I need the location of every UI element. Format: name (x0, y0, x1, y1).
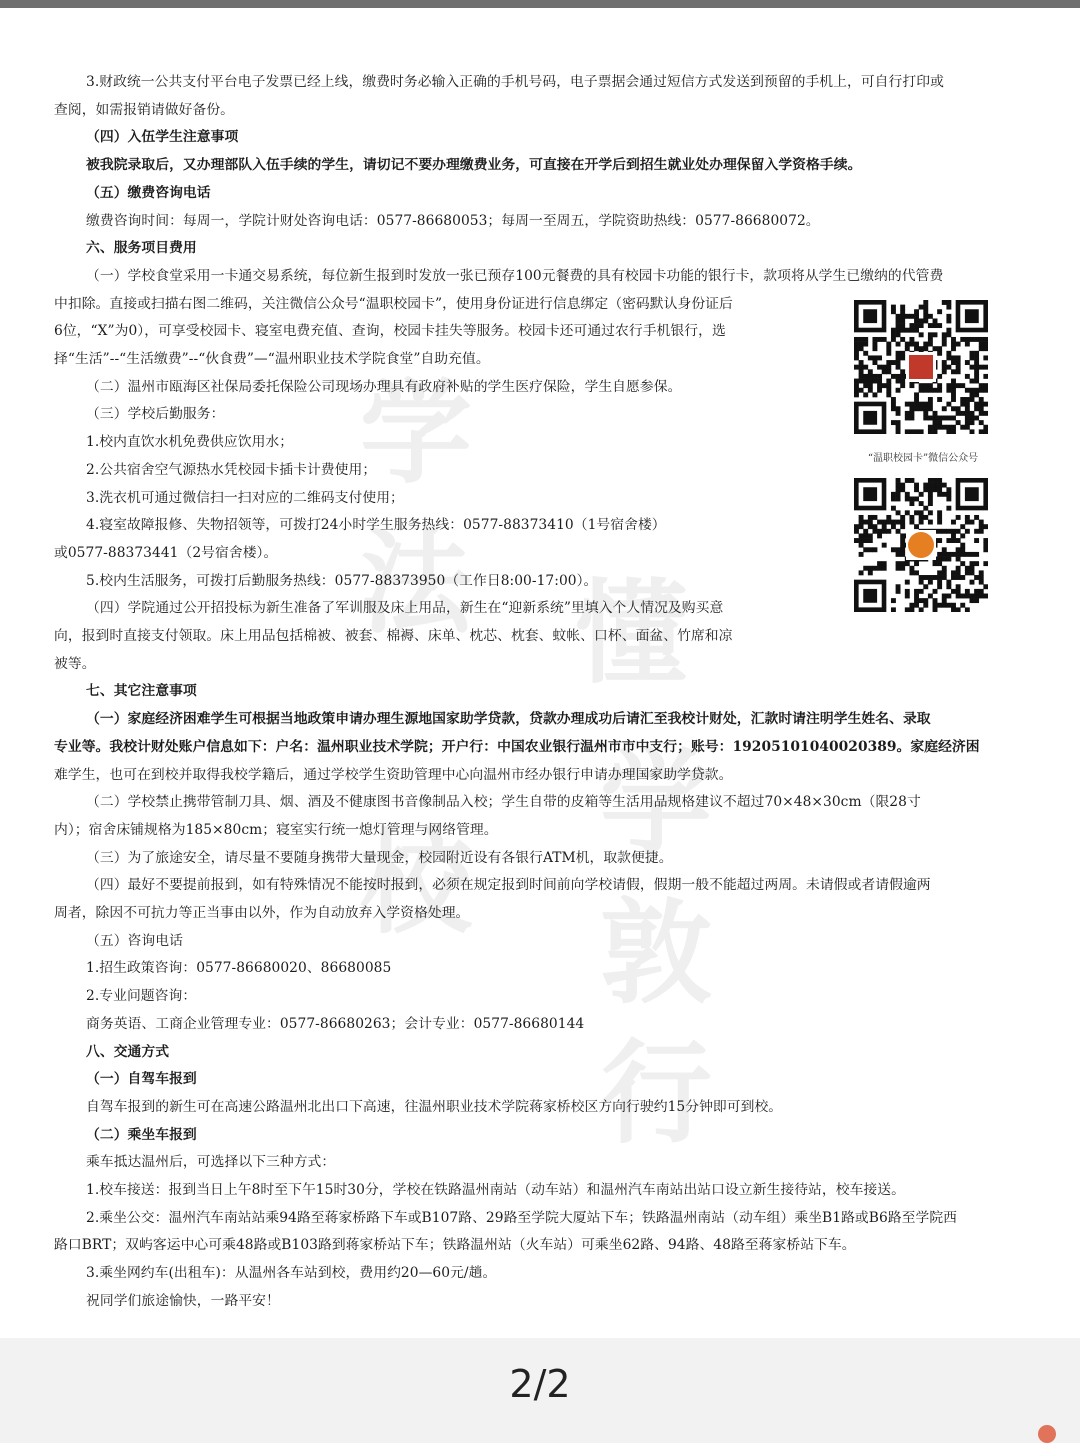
text-line: 内）；宿舍床铺规格为185×80cm；寝室实行统一熄灯管理与网络管理。 (54, 821, 498, 838)
text-line: 六、服务项目费用 (86, 240, 197, 257)
text-line: 乘车抵达温州后，可选择以下三种方式： (86, 1154, 336, 1171)
text-line: 3.乘坐网约车(出租车)：从温州各车站到校，费用约20—60元/趟。 (86, 1265, 497, 1282)
text-line: （一）学校食堂采用一卡通交易系统，每位新生报到时发放一张已预存100元餐费的具有校园卡功能的银行卡，款项将从学生已缴纳的代管费 (86, 267, 944, 284)
qr-caption: “温职校园卡”微信公众号 (867, 453, 979, 464)
watermark-char-4: 懂 (575, 568, 687, 699)
text-line: 路口BRT；双屿客运中心可乘48路或B103路到蒋家桥站下车；铁路温州站（火车站）可乘坐62路、94路、48路至蒋家桥站下车。 (54, 1237, 856, 1254)
floating-button[interactable] (1038, 1425, 1056, 1443)
text-line: 专业等。我校计财处账户信息如下：户名：温州职业技术学院；开户行：中国农业银行温州市市中支行；账号：19205101040020389。家庭经济困 (54, 738, 980, 755)
watermark-char-6: 敦 (600, 888, 712, 1019)
text-line: 中扣除。直接或扫描右图二维码，关注微信公众号“温职校园卡”，使用身份证进行信息绑定（密码默认身份证后 (54, 295, 733, 312)
qr-code-campus-card[interactable] (854, 300, 988, 434)
text-line: 1.招生政策咨询：0577-86680020、86680085 (86, 960, 392, 977)
text-line: 2.公共宿舍空气源热水凭校园卡插卡计费使用； (86, 461, 377, 478)
text-line: 4.寝室故障报修、失物招领等，可拨打24小时学生服务热线：0577-88373410（1号宿舍楼） (86, 517, 666, 534)
text-line: 3.洗衣机可通过微信扫一扫对应的二维码支付使用； (86, 489, 404, 506)
text-line: （三）为了旅途安全，请尽量不要随身携带大量现金，校园附近设有各银行ATM机，取款便捷。 (86, 849, 673, 866)
text-line: （三）学校后勤服务： (86, 406, 225, 423)
text-line: 向，报到时直接支付领取。床上用品包括棉被、被套、棉褥、床单、枕芯、枕套、蚊帐、口杯、面盆、竹席和凉 (54, 628, 733, 644)
text-line: （二）乘坐车报到 (86, 1126, 197, 1143)
text-line: 被我院录取后，又办理部队入伍手续的学生，请切记不要办理缴费业务，可直接在开学后到招生就业处办理保留入学资格手续。 (86, 157, 862, 174)
watermark-char-3: 校 (360, 818, 472, 949)
document-page (0, 8, 1080, 1338)
text-line: 周者，除因不可抗力等正当事由以外，作为自动放弃入学资格处理。 (54, 905, 470, 921)
text-line: （一）自驾车报到 (86, 1071, 197, 1088)
text-line: 自驾车报到的新生可在高速公路温州北出口下高速，往温州职业技术学院蒋家桥校区方向行驶约15分钟即可到校。 (86, 1098, 783, 1115)
text-line: （四）学院通过公开招投标为新生准备了军训服及床上用品，新生在“迎新系统”里填入个人情况及购买意 (86, 600, 724, 617)
text-line: （一）家庭经济困难学生可根据当地政策申请办理生源地国家助学贷款，贷款办理成功后请汇至我校计财处，汇款时请注明学生姓名、录取 (86, 711, 931, 728)
text-line: 祝同学们旅途愉快，一路平安！ (86, 1292, 280, 1309)
text-line: 被等。 (54, 655, 96, 672)
text-line: （五）缴费咨询电话 (86, 184, 211, 201)
text-line: （二）学校禁止携带管制刀具、烟、酒及不健康图书音像制品入校；学生自带的皮箱等生活用品规格建议不超过70×48×30cm（限28寸 (86, 794, 921, 811)
watermark-char-2: 法 (360, 518, 472, 649)
text-line: 八、交通方式 (86, 1043, 170, 1060)
text-line: 1.校车接送：报到当日上午8时至下午15时30分，学校在铁路温州南站（动车站）和温州汽车南站出站口设立新生接待站，校车接送。 (86, 1182, 905, 1198)
top-status-bar (0, 0, 1080, 8)
text-line: 2.专业问题咨询： (86, 988, 197, 1005)
text-line: （四）最好不要提前报到，如有特殊情况不能按时报到，必须在规定报到时间前向学校请假，假期一般不能超过两周。未请假或者请假逾两 (86, 877, 931, 894)
watermark-char-5: 学 (600, 738, 712, 869)
text-line: 七、其它注意事项 (86, 683, 197, 700)
text-line: 或0577-88373441（2号宿舍楼）。 (54, 544, 278, 561)
text-line: 难学生，也可在到校并取得我校学籍后，通过学校学生资助管理中心向温州市经办银行申请办理国家助学贷款。 (54, 766, 733, 783)
text-line: （五）咨询电话 (86, 932, 183, 949)
text-line: 缴费咨询时间：每周一，学院计财处咨询电话：0577-86680053；每周一至周五，学院资助热线：0577-86680072。 (86, 212, 820, 229)
watermark-char-1: 学 (360, 368, 472, 499)
text-line: 6位，“X”为0），可享受校园卡、寝室电费充值、查询，校园卡挂失等服务。校园卡还可通过农行手机银行，选 (54, 323, 726, 340)
text-line: （二）温州市瓯海区社保局委托保险公司现场办理具有政府补贴的学生医疗保险，学生自愿参保。 (86, 378, 682, 395)
qr-code-bank[interactable] (854, 478, 988, 612)
text-line: （四）入伍学生注意事项 (86, 129, 239, 146)
text-line: 择“生活”--“生活缴费”--“伙食费”—“温州职业技术学院食堂”自助充值。 (54, 351, 490, 367)
text-line: 2.乘坐公交：温州汽车南站站乘94路至蒋家桥路下车或B107路、29路至学院大厦站下车；铁路温州南站（动车组）乘坐B1路或B6路至学院西 (86, 1209, 958, 1226)
text-line: 1.校内直饮水机免费供应饮用水； (86, 434, 294, 451)
watermark-char-7: 行 (600, 1028, 712, 1159)
page-indicator: 2/2 (509, 1362, 571, 1406)
text-line: 5.校内生活服务，可拨打后勤服务热线：0577-88373950（工作日8:00-17:00）。 (86, 572, 598, 589)
text-line: 3.财政统一公共支付平台电子发票已经上线，缴费时务必输入正确的手机号码，电子票据会通过短信方式发送到预留的手机上，可自行打印或 (86, 74, 944, 90)
text-line: 查阅，如需报销请做好备份。 (54, 101, 235, 118)
text-line: 商务英语、工商企业管理专业：0577-86680263；会计专业：0577-86680144 (86, 1015, 585, 1032)
